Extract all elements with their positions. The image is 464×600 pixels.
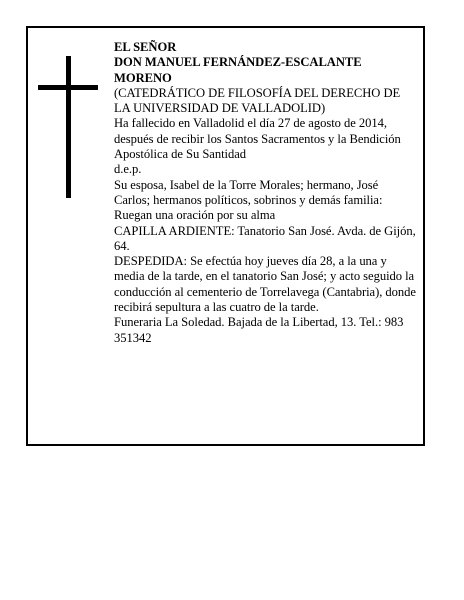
prayer-request: Ruegan una oración por su alma: [114, 208, 276, 223]
cross-vertical-bar: [66, 56, 71, 198]
death-announcement: Ha fallecido en Valladolid el día 27 de agosto de 2014, después de recibir los Santos Sacramentos y la Bendición Apostólica de Su Santidad: [114, 116, 401, 162]
farewell-info: DESPEDIDA: Se efectúa hoy jueves día 28, a la una y media de la tarde, en el tanatorio San José; y acto seguido la conducción al cementerio de Torrelavega (Cantabria), donde recibirá sepultura a las cuatro de la tarde.: [114, 254, 416, 315]
cross-horizontal-bar: [38, 85, 98, 90]
obituary-notice-frame: [26, 26, 425, 446]
chapel-info: CAPILLA ARDIENTE: Tanatorio San José. Avda. de Gijón, 64.: [114, 223, 416, 253]
family-text: Su esposa, Isabel de la Torre Morales; hermano, José Carlos; hermanos políticos, sobrinos y demás familia:: [114, 177, 383, 207]
header-line-1: EL SEÑOR: [114, 40, 177, 54]
deceased-name: DON MANUEL FERNÁNDEZ-ESCALANTE MORENO: [114, 55, 362, 85]
funeral-home-info: Funeraria La Soledad. Bajada de la Libertad, 13. Tel.: 983 351342: [114, 315, 404, 345]
obituary-text: [114, 40, 416, 346]
rip-text: d.e.p.: [114, 162, 142, 177]
title-parenthetical: (CATEDRÁTICO DE FILOSOFÍA DEL DERECHO DE LA UNIVERSIDAD DE VALLADOLID): [114, 85, 401, 116]
cross-icon: [38, 56, 98, 198]
